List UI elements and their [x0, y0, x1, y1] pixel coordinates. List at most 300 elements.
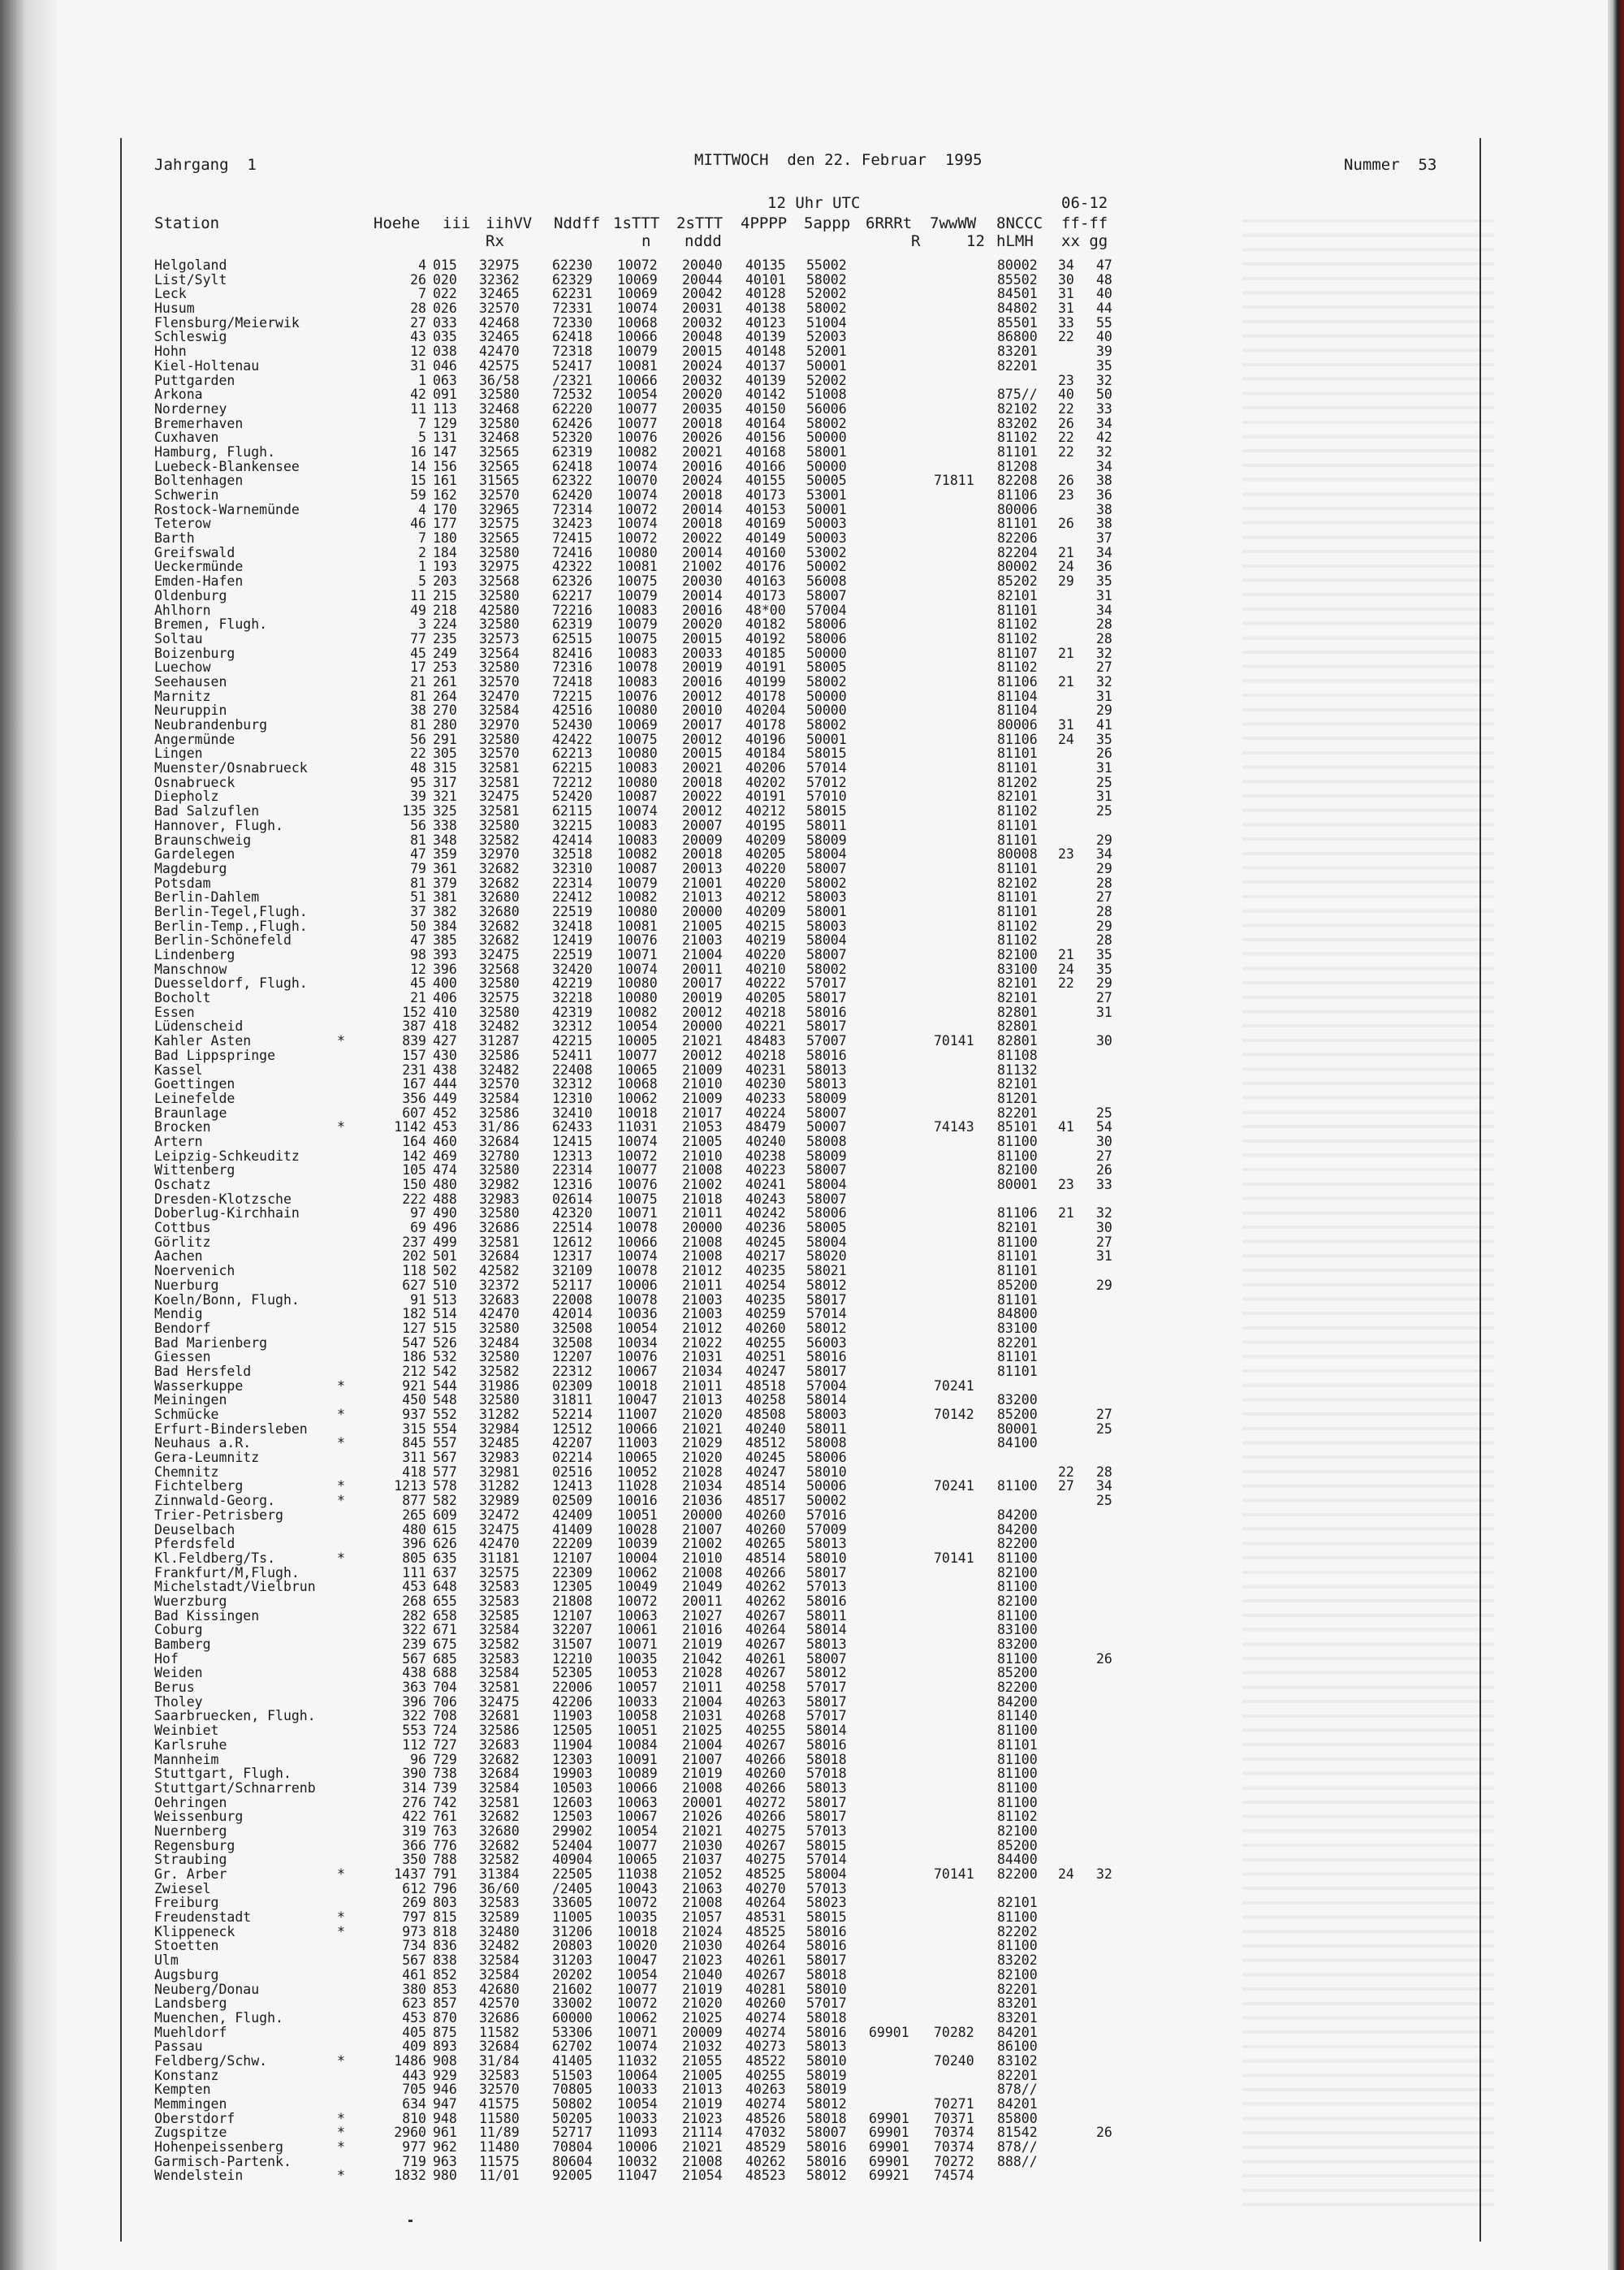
temp-2sttt: 20013 [682, 860, 723, 876]
station-id: 469 [433, 1148, 457, 1164]
pressure-4pppp: 40233 [745, 1090, 786, 1106]
iihvv-value: 32684 [479, 1766, 520, 1782]
temp-1sttt: 10079 [617, 587, 658, 603]
tendency-5appp: 58021 [806, 1263, 847, 1279]
station-name: Osnabrueck [154, 774, 235, 790]
station-id: 480 [433, 1177, 457, 1192]
wind-ff: 24 [1058, 1866, 1074, 1882]
station-id: 567 [433, 1450, 457, 1466]
table-row [0, 1321, 1624, 1336]
cloud-8nccc: 82201 [997, 1105, 1038, 1121]
temp-2sttt: 21020 [682, 1995, 723, 2012]
iihvv-value: 32684 [479, 2039, 520, 2055]
table-row [0, 876, 1624, 891]
nddff-value: 41405 [552, 2052, 593, 2069]
tendency-5appp: 58006 [806, 630, 847, 646]
station-height: 627 [402, 1277, 426, 1293]
tendency-5appp: 57014 [806, 1852, 847, 1868]
iihvv-value: 32780 [479, 1148, 520, 1164]
temp-2sttt: 20026 [682, 430, 723, 446]
tendency-5appp: 58005 [806, 1220, 847, 1236]
temp-1sttt: 10004 [617, 1550, 658, 1566]
station-height: 797 [402, 1909, 426, 1926]
nddff-value: 12107 [552, 1550, 593, 1566]
tendency-5appp: 58007 [806, 1191, 847, 1207]
nddff-value: 52430 [552, 717, 593, 733]
station-name: Aachen [154, 1248, 203, 1265]
table-row [0, 1192, 1624, 1207]
tendency-5appp: 58007 [806, 1162, 847, 1178]
table-row [0, 531, 1624, 546]
cloud-8nccc: 85200 [997, 1665, 1038, 1681]
station-id: 406 [433, 990, 457, 1006]
iihvv-value: 32465 [479, 329, 520, 345]
station-name: Ahlhorn [154, 602, 211, 618]
temp-1sttt: 10018 [617, 1923, 658, 1939]
station-name: Arkona [154, 387, 203, 403]
temp-1sttt: 10077 [617, 1981, 658, 1997]
cloud-8nccc: 84400 [997, 1852, 1038, 1868]
station-id: 385 [433, 932, 457, 949]
wind-gg: 30 [1096, 1133, 1112, 1149]
station-id: 526 [433, 1334, 457, 1351]
temp-2sttt: 21037 [682, 1852, 723, 1868]
temp-2sttt: 21009 [682, 1090, 723, 1106]
wind-gg: 35 [1096, 947, 1112, 962]
tendency-5appp: 58013 [806, 1536, 847, 1552]
cloud-8nccc: 82100 [997, 1162, 1038, 1178]
cloud-8nccc: 81100 [997, 1148, 1038, 1164]
wind-gg: 40 [1096, 286, 1112, 302]
iihvv-value: 32475 [479, 789, 520, 805]
station-name: Klippeneck [154, 1923, 235, 1939]
table-row [0, 1666, 1624, 1680]
station-id: 460 [433, 1133, 457, 1149]
pressure-4pppp: 40255 [745, 1334, 786, 1351]
table-row [0, 690, 1624, 704]
station-id: 474 [433, 1162, 457, 1178]
iihvv-value: 32570 [479, 746, 520, 762]
tendency-5appp: 55002 [806, 257, 847, 273]
station-name: Pferdsfeld [154, 1536, 235, 1552]
iihvv-value: 32580 [479, 1205, 520, 1221]
wind-ff: 27 [1058, 1478, 1074, 1494]
wind-gg: 27 [1096, 1234, 1112, 1250]
nddff-value: 52411 [552, 1047, 593, 1063]
iihvv-value: 32682 [479, 1809, 520, 1825]
cloud-8nccc: 81101 [997, 1263, 1038, 1279]
station-id: 270 [433, 703, 457, 719]
nddff-value: 12413 [552, 1478, 593, 1494]
cloud-8nccc: 81208 [997, 458, 1038, 474]
wind-gg: 28 [1096, 875, 1112, 891]
cloud-8nccc: 81104 [997, 703, 1038, 719]
pressure-4pppp: 40166 [745, 458, 786, 474]
wind-gg: 32 [1096, 372, 1112, 388]
station-id: 739 [433, 1779, 457, 1796]
temp-1sttt: 11038 [617, 1866, 658, 1882]
pressure-4pppp: 40142 [745, 387, 786, 403]
tendency-5appp: 58013 [806, 1076, 847, 1092]
pressure-4pppp: 40202 [745, 774, 786, 790]
wind-ff: 24 [1058, 559, 1074, 575]
station-height: 438 [402, 1665, 426, 1681]
wind-gg: 44 [1096, 301, 1112, 317]
pressure-4pppp: 40273 [745, 2039, 786, 2055]
nddff-value: 72418 [552, 673, 593, 690]
pressure-4pppp: 40219 [745, 932, 786, 949]
cloud-8nccc: 83201 [997, 344, 1038, 360]
wind-gg: 33 [1096, 1177, 1112, 1192]
temp-1sttt: 10074 [617, 487, 658, 503]
pressure-4pppp: 40160 [745, 544, 786, 560]
precip-6rrrt: 69901 [869, 2110, 909, 2126]
temp-2sttt: 21030 [682, 1837, 723, 1853]
station-height: 98 [410, 947, 426, 962]
temp-2sttt: 21042 [682, 1650, 723, 1667]
wind-ff: 31 [1058, 286, 1074, 302]
temp-1sttt: 10072 [617, 1148, 658, 1164]
iihvv-value: 32580 [479, 1004, 520, 1020]
station-name: Zwiesel [154, 1880, 211, 1896]
station-name: Bad Lippspringe [154, 1047, 276, 1063]
station-id: 305 [433, 746, 457, 762]
nddff-value: 22312 [552, 1363, 593, 1379]
tendency-5appp: 58004 [806, 1234, 847, 1250]
table-row [0, 2069, 1624, 2083]
iihvv-value: 32982 [479, 1177, 520, 1192]
station-height: 453 [402, 2009, 426, 2026]
tendency-5appp: 58004 [806, 932, 847, 949]
temp-1sttt: 11003 [617, 1435, 658, 1451]
cloud-8nccc: 83100 [997, 1320, 1038, 1336]
pressure-4pppp: 40258 [745, 1392, 786, 1408]
nddff-value: 52305 [552, 1665, 593, 1681]
iihvv-value: 42470 [479, 344, 520, 360]
pressure-4pppp: 40245 [745, 1234, 786, 1250]
tendency-5appp: 58002 [806, 301, 847, 317]
temp-1sttt: 10052 [617, 1464, 658, 1480]
station-name: Weiden [154, 1665, 203, 1681]
nddff-value: 72216 [552, 602, 593, 618]
temp-2sttt: 20018 [682, 487, 723, 503]
tendency-5appp: 57013 [806, 1880, 847, 1896]
cloud-8nccc: 82101 [997, 1076, 1038, 1092]
table-row [0, 1379, 1624, 1394]
pressure-4pppp: 48518 [745, 1377, 786, 1394]
iihvv-value: 42470 [479, 1536, 520, 1552]
temp-2sttt: 21008 [682, 1248, 723, 1265]
cloud-8nccc: 81201 [997, 1090, 1038, 1106]
tendency-5appp: 53001 [806, 487, 847, 503]
iihvv-value: 11575 [479, 2153, 520, 2169]
iihvv-value: 32580 [479, 616, 520, 633]
station-height: 268 [402, 1593, 426, 1609]
station-height: 839 [402, 1033, 426, 1049]
weather-7wwww: 70282 [934, 2024, 974, 2040]
station-height: 51 [410, 889, 426, 906]
temp-2sttt: 21031 [682, 1708, 723, 1724]
temp-1sttt: 10057 [617, 1680, 658, 1696]
station-height: 69 [410, 1220, 426, 1236]
temp-2sttt: 20016 [682, 673, 723, 690]
iihvv-value: 32683 [479, 1736, 520, 1753]
nddff-value: 22514 [552, 1220, 593, 1236]
col-7wwww: 7wwWW [930, 214, 977, 232]
iihvv-value: 36/58 [479, 372, 520, 388]
temp-1sttt: 10066 [617, 329, 658, 345]
table-row [0, 819, 1624, 833]
station-height: 607 [402, 1105, 426, 1121]
temp-1sttt: 10039 [617, 1536, 658, 1552]
nddff-value: 19903 [552, 1766, 593, 1782]
station-height: 186 [402, 1349, 426, 1365]
alpine-marker: * [337, 1493, 345, 1509]
temp-1sttt: 10077 [617, 1837, 658, 1853]
pressure-4pppp: 48529 [745, 2139, 786, 2155]
pressure-4pppp: 40185 [745, 645, 786, 661]
cloud-8nccc: 84200 [997, 1507, 1038, 1523]
wind-gg: 42 [1096, 430, 1112, 446]
temp-1sttt: 10071 [617, 1205, 658, 1221]
station-id: 453 [433, 1119, 457, 1135]
table-row [0, 273, 1624, 288]
temp-2sttt: 21008 [682, 2153, 723, 2169]
alpine-marker: * [337, 1550, 345, 1566]
cloud-8nccc: 80002 [997, 559, 1038, 575]
station-height: 21 [410, 673, 426, 690]
nddff-value: 62217 [552, 587, 593, 603]
nddff-value: 62213 [552, 746, 593, 762]
station-id: 026 [433, 301, 457, 317]
station-height: 322 [402, 1708, 426, 1724]
tendency-5appp: 50000 [806, 430, 847, 446]
table-row [0, 417, 1624, 431]
wind-ff: 22 [1058, 1464, 1074, 1480]
cloud-8nccc: 82201 [997, 2067, 1038, 2083]
pressure-4pppp: 40267 [745, 1665, 786, 1681]
station-height: 314 [402, 1779, 426, 1796]
wind-gg: 34 [1096, 1478, 1112, 1494]
nddff-value: 62420 [552, 487, 593, 503]
table-row [0, 2125, 1624, 2140]
wind-gg: 38 [1096, 501, 1112, 517]
iihvv-value: 42575 [479, 357, 520, 374]
iihvv-value: 32565 [479, 443, 520, 460]
precip-6rrrt: 69901 [869, 2153, 909, 2169]
pressure-4pppp: 40176 [745, 559, 786, 575]
station-height: 2 [418, 544, 426, 560]
pressure-4pppp: 40199 [745, 673, 786, 690]
station-id: 224 [433, 616, 457, 633]
table-row [0, 847, 1624, 862]
temp-2sttt: 21021 [682, 1420, 723, 1437]
cloud-8nccc: 85200 [997, 1277, 1038, 1293]
tendency-5appp: 58010 [806, 1550, 847, 1566]
station-name: Berlin-Schönefeld [154, 932, 292, 949]
temp-1sttt: 10078 [617, 1291, 658, 1308]
station-height: 127 [402, 1320, 426, 1336]
station-id: 548 [433, 1392, 457, 1408]
iihvv-value: 32584 [479, 1779, 520, 1796]
station-name: Karlsruhe [154, 1736, 227, 1753]
station-height: 1142 [394, 1119, 426, 1135]
nddff-value: 12512 [552, 1420, 593, 1437]
station-id: 738 [433, 1766, 457, 1782]
nddff-value: 72416 [552, 544, 593, 560]
cloud-8nccc: 83202 [997, 1952, 1038, 1969]
cloud-8nccc: 82208 [997, 473, 1038, 489]
wind-gg: 34 [1096, 458, 1112, 474]
wind-gg: 47 [1096, 257, 1112, 273]
table-row [0, 1451, 1624, 1465]
station-name: Meiningen [154, 1392, 227, 1408]
pressure-4pppp: 40267 [745, 1837, 786, 1853]
temp-2sttt: 20021 [682, 443, 723, 460]
station-height: 921 [402, 1377, 426, 1394]
nddff-value: 21808 [552, 1593, 593, 1609]
iihvv-value: 32682 [479, 1751, 520, 1767]
iihvv-value: 32584 [479, 1966, 520, 1982]
nddff-value: 22408 [552, 1061, 593, 1078]
tendency-5appp: 58007 [806, 2125, 847, 2141]
temp-1sttt: 10066 [617, 1420, 658, 1437]
cloud-8nccc: 81101 [997, 817, 1038, 833]
iihvv-value: 32580 [479, 1162, 520, 1178]
weather-7wwww: 70374 [934, 2139, 974, 2155]
cloud-8nccc: 85200 [997, 1407, 1038, 1422]
station-id: 280 [433, 717, 457, 733]
wind-ff: 29 [1058, 573, 1074, 590]
temp-2sttt: 20011 [682, 1593, 723, 1609]
iihvv-value: 31287 [479, 1033, 520, 1049]
tendency-5appp: 52002 [806, 372, 847, 388]
table-row [0, 660, 1624, 675]
iihvv-value: 32580 [479, 415, 520, 431]
temp-1sttt: 10032 [617, 2153, 658, 2169]
station-id: 706 [433, 1693, 457, 1710]
cloud-8nccc: 85202 [997, 573, 1038, 590]
station-id: 427 [433, 1033, 457, 1049]
cloud-8nccc: 81202 [997, 774, 1038, 790]
station-name: Garmisch-Partenk. [154, 2153, 292, 2169]
nddff-value: 62702 [552, 2039, 593, 2055]
station-name: Ulm [154, 1952, 179, 1969]
tendency-5appp: 58015 [806, 803, 847, 819]
nddff-value: 11005 [552, 1909, 593, 1926]
station-id: 147 [433, 443, 457, 460]
cloud-8nccc: 81102 [997, 918, 1038, 934]
table-row [0, 1034, 1624, 1049]
temp-2sttt: 21002 [682, 1536, 723, 1552]
iihvv-value: 32468 [479, 430, 520, 446]
nddff-value: 33002 [552, 1995, 593, 2012]
wind-gg: 28 [1096, 903, 1112, 919]
nddff-value: 12210 [552, 1650, 593, 1667]
wind-ff: 26 [1058, 415, 1074, 431]
station-id: 818 [433, 1923, 457, 1939]
pressure-4pppp: 40209 [745, 832, 786, 848]
table-row [0, 1939, 1624, 1953]
pressure-4pppp: 47032 [745, 2125, 786, 2141]
station-id: 033 [433, 314, 457, 331]
pressure-4pppp: 40264 [745, 1938, 786, 1954]
temp-2sttt: 20040 [682, 257, 723, 273]
pressure-4pppp: 40163 [745, 573, 786, 590]
iihvv-value: 32686 [479, 1220, 520, 1236]
wind-ff: 23 [1058, 1177, 1074, 1192]
station-name: Duesseldorf, Flugh. [154, 975, 308, 992]
tendency-5appp: 58007 [806, 947, 847, 962]
temp-1sttt: 10074 [617, 301, 658, 317]
station-name: Hof [154, 1650, 179, 1667]
tendency-5appp: 58013 [806, 2039, 847, 2055]
temp-2sttt: 21002 [682, 559, 723, 575]
station-name: Schleswig [154, 329, 227, 345]
iihvv-value: 11/89 [479, 2125, 520, 2141]
cloud-8nccc: 83100 [997, 1622, 1038, 1638]
pressure-4pppp: 40235 [745, 1263, 786, 1279]
station-height: 973 [402, 1923, 426, 1939]
station-name: Hannover, Flugh. [154, 817, 283, 833]
table-row [0, 2026, 1624, 2040]
cloud-8nccc: 86100 [997, 2039, 1038, 2055]
station-name: Barth [154, 530, 195, 547]
temp-2sttt: 20009 [682, 832, 723, 848]
station-height: 142 [402, 1148, 426, 1164]
pressure-4pppp: 40235 [745, 1291, 786, 1308]
station-id: 022 [433, 286, 457, 302]
cloud-8nccc: 82100 [997, 1593, 1038, 1609]
cloud-8nccc: 81100 [997, 1579, 1038, 1595]
pressure-4pppp: 40240 [745, 1133, 786, 1149]
cloud-8nccc: 81102 [997, 659, 1038, 676]
station-id: 235 [433, 630, 457, 646]
cloud-8nccc: 81100 [997, 1938, 1038, 1954]
nddff-value: 50205 [552, 2110, 593, 2126]
iihvv-value: 32580 [479, 659, 520, 676]
temp-1sttt: 10087 [617, 789, 658, 805]
wind-gg: 50 [1096, 387, 1112, 403]
temp-2sttt: 21013 [682, 2082, 723, 2098]
temp-2sttt: 21063 [682, 1880, 723, 1896]
station-id: 609 [433, 1507, 457, 1523]
station-name: Bad Salzuflen [154, 803, 260, 819]
temp-2sttt: 21030 [682, 1938, 723, 1954]
wind-gg: 30 [1096, 1220, 1112, 1236]
cloud-8nccc: 81100 [997, 1478, 1038, 1494]
iihvv-value: 32582 [479, 1637, 520, 1652]
station-name: Luebeck-Blankensee [154, 458, 300, 474]
station-name: Soltau [154, 630, 203, 646]
tendency-5appp: 58011 [806, 1607, 847, 1624]
table-row [0, 1982, 1624, 1997]
iihvv-value: 32362 [479, 271, 520, 288]
temp-2sttt: 21019 [682, 2096, 723, 2112]
tendency-5appp: 58016 [806, 2139, 847, 2155]
nddff-value: 72212 [552, 774, 593, 790]
cloud-8nccc: 82101 [997, 587, 1038, 603]
pressure-4pppp: 40266 [745, 1809, 786, 1825]
precip-6rrrt: 69901 [869, 2125, 909, 2141]
wind-ff: 21 [1058, 1205, 1074, 1221]
station-id: 499 [433, 1234, 457, 1250]
temp-1sttt: 10071 [617, 947, 658, 962]
tendency-5appp: 50007 [806, 1119, 847, 1135]
iihvv-value: 31565 [479, 473, 520, 489]
iihvv-value: 32582 [479, 1852, 520, 1868]
temp-2sttt: 21011 [682, 1205, 723, 1221]
